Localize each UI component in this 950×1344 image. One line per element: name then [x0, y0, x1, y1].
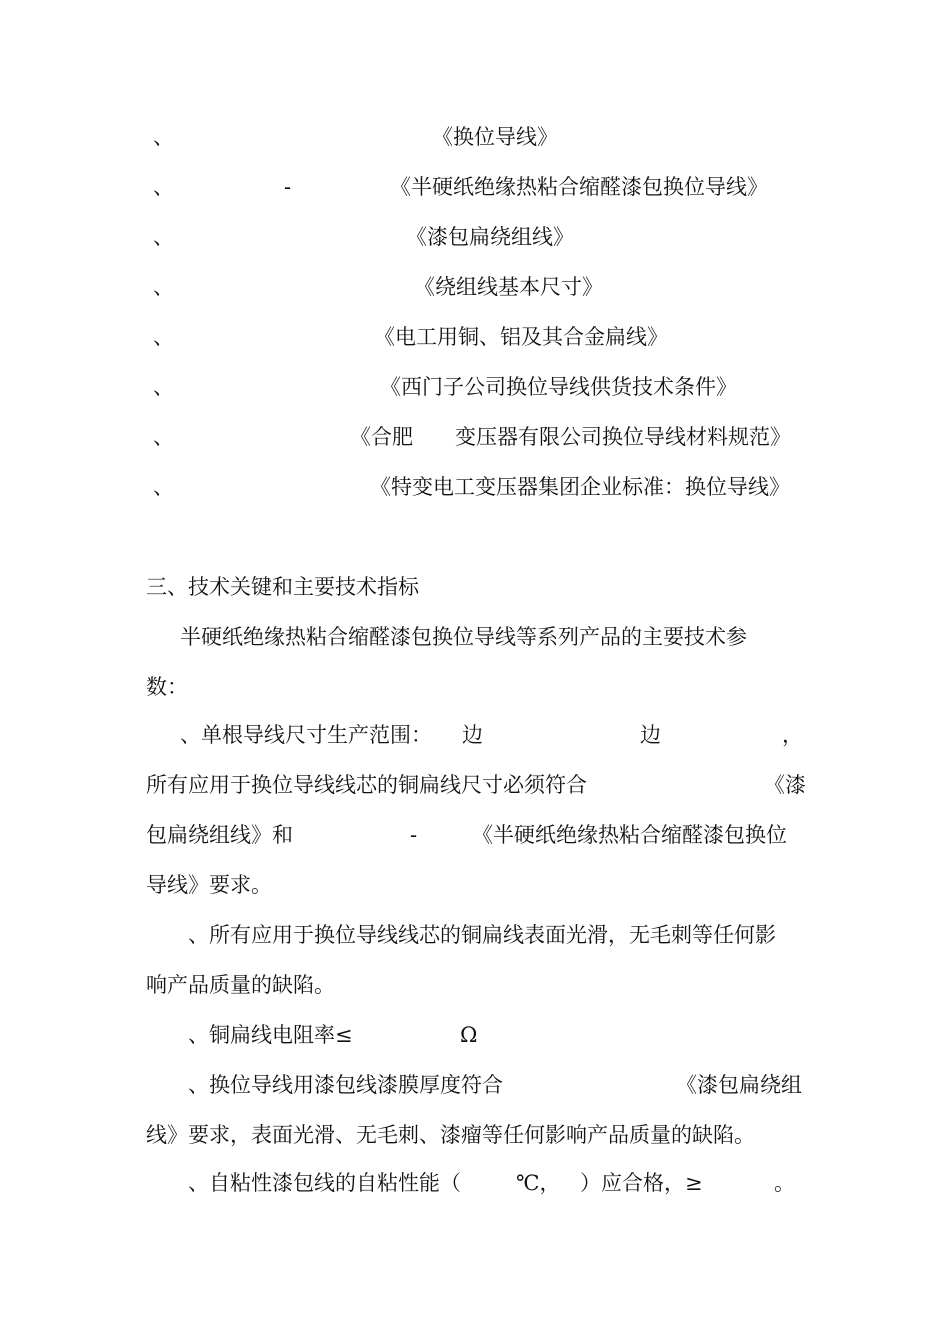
item1-text: 《漆 — [764, 773, 806, 797]
item5-text: 。 — [774, 1171, 795, 1195]
item1-text: 包扁绕组线》和 — [146, 823, 293, 847]
item4-text: 《漆包扁绕组 — [676, 1073, 802, 1097]
list-mark: 、 — [153, 375, 174, 399]
reference-title: 《合肥 变压器有限公司换位导线材料规范》 — [350, 425, 791, 449]
list-mark: 、 — [153, 475, 174, 499]
item1-text: - — [410, 823, 418, 847]
list-mark: 、 — [153, 175, 174, 199]
reference-title: 《绕组线基本尺寸》 — [414, 275, 603, 299]
item4-text: 、换位导线用漆包线漆膜厚度符合 — [188, 1073, 503, 1097]
reference-title: 《漆包扁绕组线》 — [406, 225, 574, 249]
item5-text: 、自粘性漆包线的自粘性能（ — [188, 1171, 461, 1195]
item1-text: 导线》要求。 — [146, 873, 272, 897]
reference-title: 《特变电工变压器集团企业标准：换位导线》 — [370, 475, 790, 499]
item4-text: 线》要求，表面光滑、无毛刺、漆瘤等任何影响产品质量的缺陷。 — [146, 1123, 755, 1147]
list-mark: 、 — [153, 225, 174, 249]
item1-text: ， — [782, 723, 803, 747]
list-mark: 、 — [153, 425, 174, 449]
item1-text: 《半硬纸绝缘热粘合缩醛漆包换位 — [472, 823, 787, 847]
list-mark: 、 — [153, 125, 174, 149]
reference-dash: - — [284, 175, 292, 199]
intro-line: 数： — [146, 675, 188, 699]
item5-text: ℃， — [516, 1171, 561, 1195]
item3-text: Ω — [460, 1023, 478, 1047]
section-heading: 三、技术关键和主要技术指标 — [146, 575, 419, 599]
item5-text: ）应合格，≥ — [580, 1171, 703, 1195]
item2-text: 、所有应用于换位导线线芯的铜扁线表面光滑，无毛刺等任何影 — [188, 923, 776, 947]
item1-text: 、单根导线尺寸生产范围： — [180, 723, 432, 747]
item1-text: 边 — [640, 723, 661, 747]
list-mark: 、 — [153, 325, 174, 349]
item1-text: 边 — [462, 723, 483, 747]
reference-title: 《西门子公司换位导线供货技术条件》 — [380, 375, 737, 399]
reference-title: 《换位导线》 — [432, 125, 558, 149]
intro-line: 半硬纸绝缘热粘合缩醛漆包换位导线等系列产品的主要技术参 — [180, 625, 747, 649]
reference-title: 《半硬纸绝缘热粘合缩醛漆包换位导线》 — [390, 175, 768, 199]
item3-text: 、铜扁线电阻率≤ — [188, 1023, 353, 1047]
reference-title: 《电工用铜、铝及其合金扁线》 — [374, 325, 668, 349]
item1-text: 所有应用于换位导线线芯的铜扁线尺寸必须符合 — [146, 773, 587, 797]
item2-text: 响产品质量的缺陷。 — [146, 973, 335, 997]
list-mark: 、 — [153, 275, 174, 299]
